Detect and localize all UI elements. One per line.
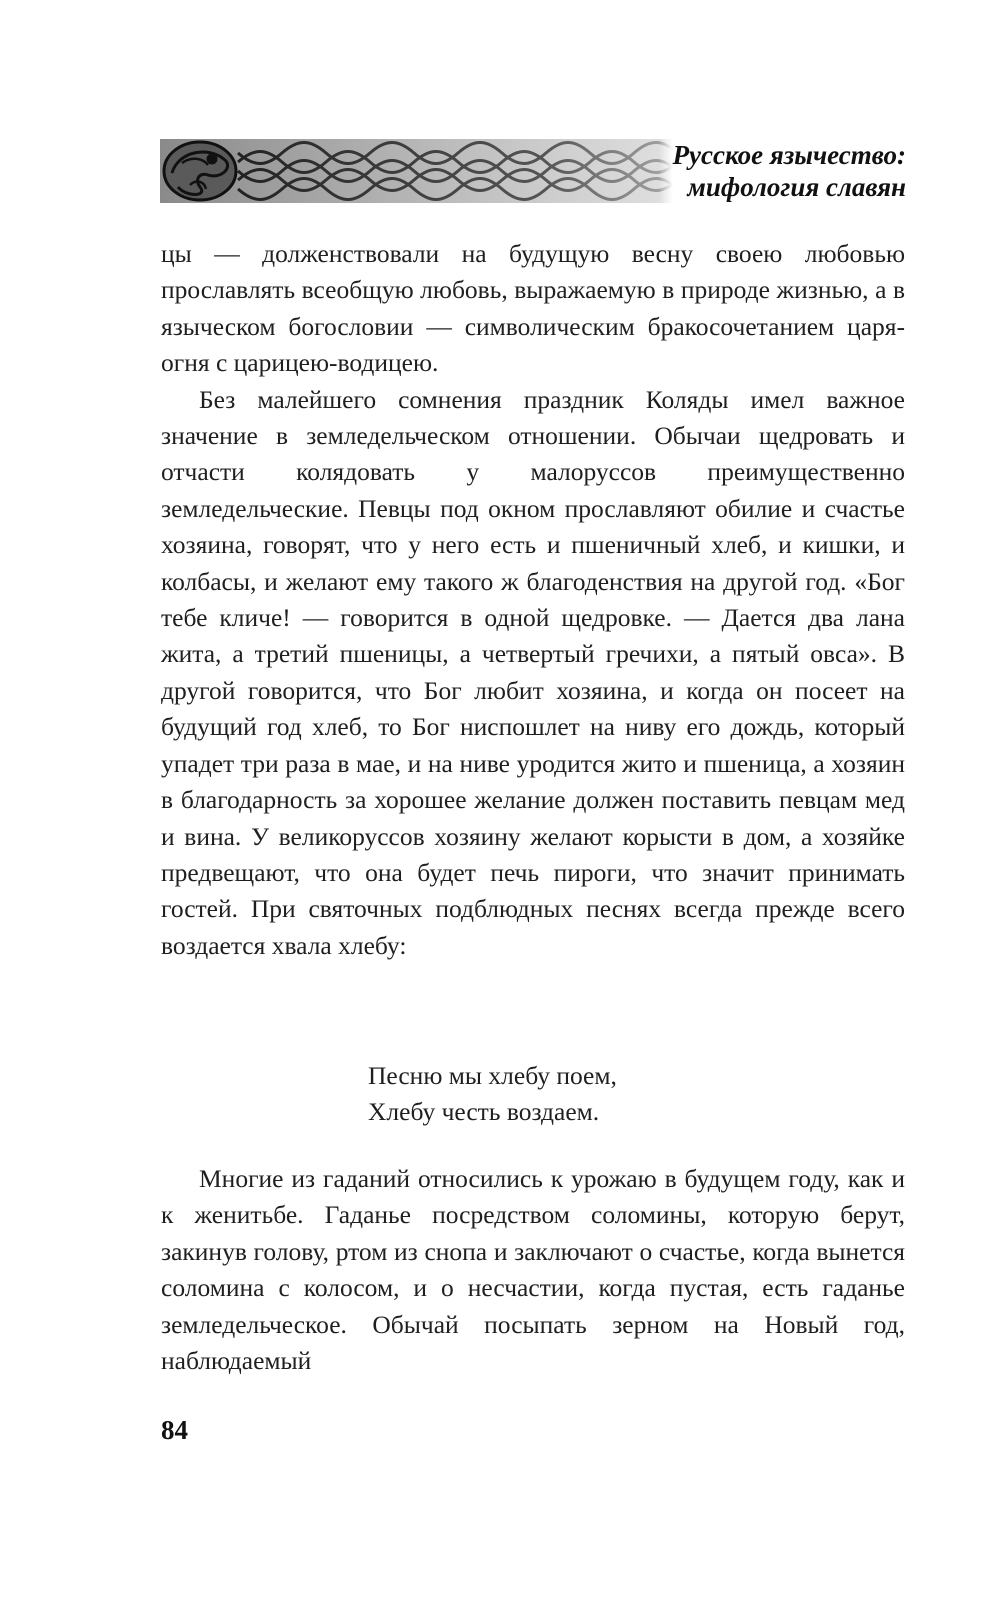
verse-quote	[368, 1058, 617, 1131]
verse-line-1: Песню мы хлебу поем,	[368, 1061, 617, 1090]
paragraph-kolyada: Без малейшего сомнения праздник Коляды имел важное значение в земледельческом отношении. Обычаи щедровать и отчасти колядовать у малоруссов преимущественно земледельческие. Певцы под окном прославляют обилие и счастье хозяина, говорят, что у него есть и пшеничный хлеб, и кишки, и колбасы, и желают ему такого ж благоденствия на другой год. «Бог тебе кличе! — говорится в одной щедровке. — Дается два лана жита, а третий пшеницы, а четвертый гречихи, а пятый овса». В другой говорится, что Бог любит хозяина, и когда он посеет на будущий год хлеб, то Бог ниспошлет на ниву его дождь, который упадет три раза в мае, и на ниве уродится жито и пшеница, а хозяин в благодарность за хорошее желание должен поставить певцам мед и вина. У великоруссов хозяину желают корысти в дом, а хозяйке предвещают, что она будет печь пироги, что значит принимать гостей. При святочных подблюдных песнях всегда прежде всего воздается хвала хлебу:	[161, 384, 905, 960]
header-title-line-1: Русское язычество:	[672, 140, 906, 170]
paragraph-divination: Многие из гаданий относились к урожаю в будущем году, как и к женитьбе. Гаданье посредством соломины, которую берут, закинув голову, ртом из снопа и заключают о счастье, когда вынется соломина с колосом, и о несчастии, когда пустая, есть гаданье земледельческое. Обычай посыпать зерном на Новый год, наблюдаемый	[161, 1164, 905, 1376]
header-title-line-2: мифология славян	[687, 172, 906, 202]
verse-line-2: Хлебу честь воздаем.	[368, 1097, 600, 1127]
page-number: 84	[161, 1415, 188, 1445]
beast-medallion	[164, 142, 236, 200]
running-header	[160, 139, 906, 203]
running-header-title	[659, 139, 907, 203]
body-text-bottom	[161, 1161, 905, 1379]
body-text-top	[161, 236, 905, 964]
paragraph-continuation: цы — долженствовали на будущую весну своею любовью прославлять всеобщую любовь, выражаемую в природе жизнью, а в языческом богословии — символическим бракосочетанием царя-огня с царицею-водицею.	[161, 239, 905, 378]
